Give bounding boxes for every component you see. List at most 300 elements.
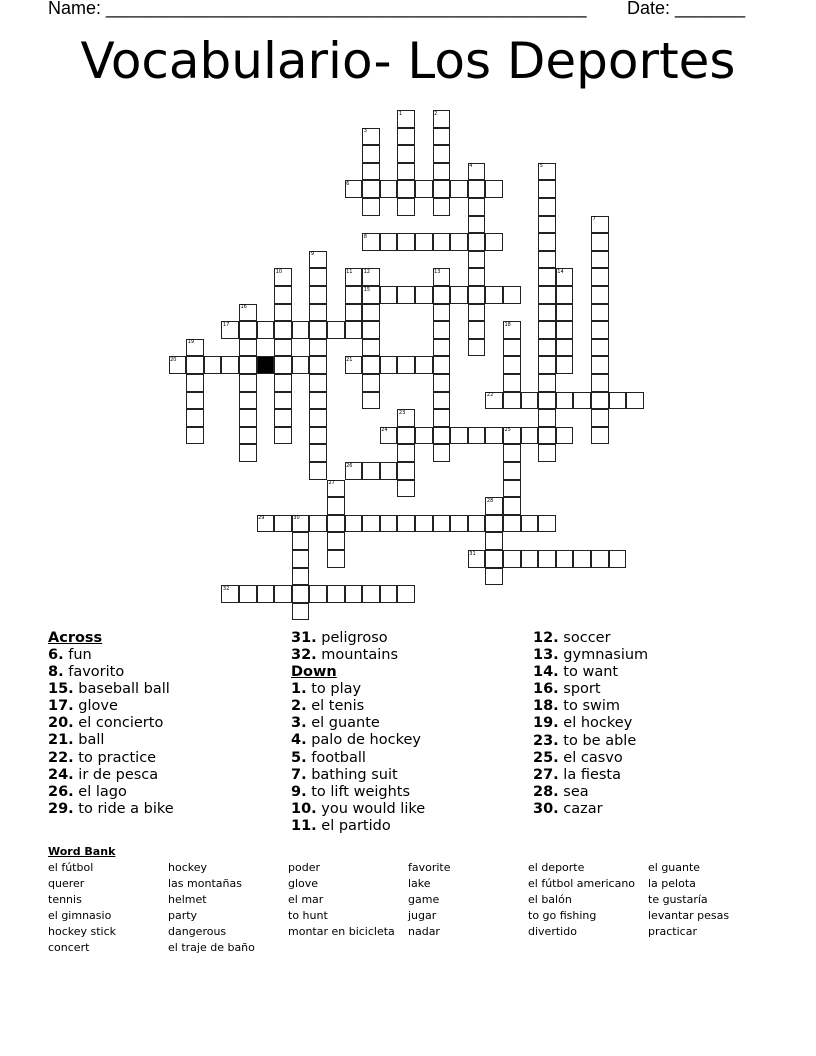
- crossword-cell[interactable]: [345, 304, 363, 322]
- clue-number-label: 8.: [48, 664, 64, 681]
- crossword-cell[interactable]: [485, 532, 503, 550]
- clue-text: to practice: [73, 749, 157, 766]
- crossword-cell[interactable]: [362, 145, 380, 163]
- crossword-cell[interactable]: [591, 550, 609, 568]
- clue-number: 6: [346, 180, 350, 187]
- crossword-cell[interactable]: [433, 392, 451, 410]
- clue-number: 18: [504, 321, 511, 328]
- clue-number-label: 32.: [291, 647, 317, 664]
- crossword-cell[interactable]: [468, 233, 486, 251]
- clue-number-label: 11.: [291, 817, 317, 834]
- clue-number: 30: [293, 515, 300, 522]
- clue-item: [533, 698, 648, 715]
- clue-item: [48, 698, 174, 715]
- clue-number-label: 17.: [48, 698, 74, 715]
- crossword-cell[interactable]: [573, 392, 591, 410]
- crossword-cell[interactable]: [591, 339, 609, 357]
- clue-number: 1: [398, 110, 403, 117]
- crossword-cell[interactable]: [380, 233, 398, 251]
- crossword-cell[interactable]: [591, 233, 609, 251]
- crossword-cell[interactable]: [485, 568, 503, 586]
- clue-item: [291, 818, 425, 835]
- crossword-cell[interactable]: [468, 339, 486, 357]
- crossword-cell[interactable]: [239, 409, 257, 427]
- crossword-cell[interactable]: [309, 304, 327, 322]
- crossword-cell[interactable]: [309, 427, 327, 445]
- crossword-cell[interactable]: [362, 163, 380, 181]
- crossword-cell[interactable]: [521, 550, 539, 568]
- crossword-cell[interactable]: [362, 321, 380, 339]
- crossword-cell[interactable]: [433, 163, 451, 181]
- crossword-cell[interactable]: [362, 585, 380, 603]
- clue-number: 5: [539, 163, 543, 170]
- crossword-cell[interactable]: [503, 444, 521, 462]
- crossword-cell[interactable]: [485, 286, 503, 304]
- crossword-cell[interactable]: [591, 356, 609, 374]
- clue-number-label: 3.: [291, 715, 307, 732]
- crossword-cell[interactable]: [609, 550, 627, 568]
- clue-text: glove: [73, 698, 118, 715]
- crossword-cell[interactable]: [239, 356, 257, 374]
- crossword-cell[interactable]: [591, 304, 609, 322]
- crossword-cell[interactable]: [538, 392, 556, 410]
- crossword-cell[interactable]: [397, 427, 415, 445]
- clue-number: 23: [398, 409, 406, 416]
- crossword-cell[interactable]: [309, 286, 327, 304]
- crossword-cell[interactable]: [345, 585, 363, 603]
- crossword-cell[interactable]: [468, 251, 486, 269]
- crossword-cell[interactable]: [292, 356, 310, 374]
- crossword-cell[interactable]: [186, 427, 204, 445]
- crossword-cell[interactable]: [292, 568, 310, 586]
- clue-text: el hockey: [558, 715, 633, 732]
- crossword-cell[interactable]: [309, 409, 327, 427]
- crossword-cell[interactable]: [433, 180, 451, 198]
- word-bank-item: party: [168, 909, 198, 922]
- crossword-cell[interactable]: [327, 497, 345, 515]
- crossword-cell[interactable]: [450, 233, 468, 251]
- clue-number-label: 16.: [533, 681, 559, 698]
- crossword-cell[interactable]: [468, 515, 486, 533]
- crossword-cell[interactable]: [485, 550, 503, 568]
- crossword-cell[interactable]: [503, 462, 521, 480]
- crossword-cell[interactable]: [292, 603, 310, 621]
- crossword-cell[interactable]: [450, 427, 468, 445]
- word-bank-item: el fútbol americano: [528, 877, 636, 890]
- clue-text: el tenis: [306, 698, 365, 715]
- crossword-cell[interactable]: [380, 515, 398, 533]
- crossword-cell[interactable]: [538, 444, 556, 462]
- crossword-cell[interactable]: [397, 286, 415, 304]
- crossword-cell[interactable]: [397, 198, 415, 216]
- crossword-cell[interactable]: [450, 180, 468, 198]
- clue-item: [48, 784, 174, 801]
- crossword-cell[interactable]: [415, 356, 433, 374]
- crossword-cell[interactable]: [556, 392, 574, 410]
- crossword-cell[interactable]: [309, 356, 327, 374]
- crossword-cell[interactable]: [591, 321, 609, 339]
- crossword-cell[interactable]: [415, 515, 433, 533]
- crossword-cell[interactable]: [362, 392, 380, 410]
- crossword-cell[interactable]: [433, 409, 451, 427]
- crossword-cell[interactable]: [538, 427, 556, 445]
- crossword-cell[interactable]: [292, 532, 310, 550]
- crossword-cell[interactable]: [591, 427, 609, 445]
- crossword-cell[interactable]: [468, 198, 486, 216]
- clue-text: cazar: [558, 800, 603, 817]
- clue-text: palo de hockey: [306, 732, 421, 749]
- crossword-cell[interactable]: [556, 304, 574, 322]
- crossword-cell[interactable]: [397, 444, 415, 462]
- word-bank-title: Word Bank: [48, 845, 116, 858]
- crossword-cell[interactable]: [221, 356, 239, 374]
- crossword-cell[interactable]: [538, 339, 556, 357]
- clue-text: football: [306, 749, 366, 766]
- crossword-cell[interactable]: [556, 286, 574, 304]
- word-bank-item: levantar pesas: [648, 909, 730, 922]
- clue-item: [533, 784, 648, 801]
- crossword-cell[interactable]: [433, 321, 451, 339]
- crossword-cell[interactable]: [573, 550, 591, 568]
- crossword-cell[interactable]: [380, 356, 398, 374]
- clue-text: to lift weights: [306, 783, 411, 800]
- crossword-cell[interactable]: [239, 392, 257, 410]
- crossword-cell[interactable]: [397, 356, 415, 374]
- clue-number-label: 15.: [48, 681, 74, 698]
- clues-column-3: [533, 630, 648, 818]
- clue-number: 10: [275, 268, 283, 275]
- clue-number-label: 4.: [291, 732, 307, 749]
- clue-number-label: 2.: [291, 698, 307, 715]
- crossword-cell[interactable]: [327, 585, 345, 603]
- word-bank-item: glove: [288, 877, 319, 890]
- clue-number: 21: [346, 356, 353, 363]
- crossword-cell[interactable]: [309, 268, 327, 286]
- crossword-cell[interactable]: [274, 321, 292, 339]
- crossword-cell[interactable]: [397, 233, 415, 251]
- clue-number: 13: [434, 268, 441, 275]
- clue-item: [48, 732, 174, 749]
- page-title: Vocabulario- Los Deportes: [80, 32, 736, 90]
- crossword-cell[interactable]: [292, 321, 310, 339]
- clue-number-label: 19.: [533, 715, 559, 732]
- clue-number: 19: [187, 339, 195, 346]
- crossword-cell[interactable]: [503, 550, 521, 568]
- crossword-cell[interactable]: [327, 515, 345, 533]
- crossword-cell[interactable]: [415, 427, 433, 445]
- crossword-cell[interactable]: [591, 392, 609, 410]
- crossword-cell[interactable]: [186, 392, 204, 410]
- crossword-cell[interactable]: [468, 321, 486, 339]
- crossword-cell[interactable]: [327, 532, 345, 550]
- word-bank-item: divertido: [528, 925, 577, 938]
- crossword-cell[interactable]: [186, 409, 204, 427]
- crossword-cell[interactable]: [503, 392, 521, 410]
- crossword-cell[interactable]: [538, 216, 556, 234]
- crossword-cell[interactable]: [538, 356, 556, 374]
- word-bank-item: favorite: [408, 861, 451, 874]
- crossword-cell[interactable]: [292, 585, 310, 603]
- crossword-cell[interactable]: [433, 515, 451, 533]
- crossword-cell[interactable]: [292, 550, 310, 568]
- crossword-cell[interactable]: [274, 585, 292, 603]
- clue-number: 24: [381, 427, 388, 434]
- clue-item: [533, 630, 648, 647]
- crossword-cell[interactable]: [485, 427, 503, 445]
- clue-item: [291, 715, 425, 732]
- crossword-cell[interactable]: [450, 286, 468, 304]
- crossword-cell[interactable]: [468, 304, 486, 322]
- crossword-cell[interactable]: [397, 163, 415, 181]
- crossword-cell[interactable]: [274, 304, 292, 322]
- crossword-cell[interactable]: [186, 356, 204, 374]
- crossword-cell[interactable]: [345, 515, 363, 533]
- clue-item: [533, 681, 648, 698]
- crossword-cell[interactable]: [362, 198, 380, 216]
- clue-number: 7: [592, 216, 596, 223]
- crossword-cell[interactable]: [327, 550, 345, 568]
- crossword-cell[interactable]: [503, 286, 521, 304]
- crossword-cell[interactable]: [380, 462, 398, 480]
- clue-number-label: 7.: [291, 766, 307, 783]
- clue-text: peligroso: [316, 630, 388, 646]
- crossword-cell[interactable]: [362, 374, 380, 392]
- clue-item: [533, 664, 648, 681]
- crossword-cell[interactable]: [380, 180, 398, 198]
- crossword-cell[interactable]: [274, 409, 292, 427]
- crossword-cell[interactable]: [450, 515, 468, 533]
- crossword-cell[interactable]: [397, 515, 415, 533]
- crossword-cell[interactable]: [591, 374, 609, 392]
- word-bank-item: to go fishing: [528, 909, 597, 922]
- crossword-cell[interactable]: [274, 515, 292, 533]
- clue-item: [48, 664, 174, 681]
- crossword-cell[interactable]: [556, 321, 574, 339]
- clue-number: 15: [363, 286, 371, 293]
- crossword-cell[interactable]: [433, 128, 451, 146]
- crossword-cell[interactable]: [309, 515, 327, 533]
- crossword-cell[interactable]: [521, 392, 539, 410]
- clue-item: [291, 784, 425, 801]
- word-bank-item: to hunt: [288, 909, 328, 922]
- crossword-cell[interactable]: [538, 233, 556, 251]
- clue-text: el guante: [306, 715, 380, 732]
- clue-number: 3: [363, 128, 367, 135]
- crossword-cell[interactable]: [521, 515, 539, 533]
- crossword-cell[interactable]: [397, 480, 415, 498]
- crossword-cell[interactable]: [362, 339, 380, 357]
- clue-number: 28: [486, 497, 494, 504]
- crossword-cell[interactable]: [433, 444, 451, 462]
- crossword-cell[interactable]: [556, 339, 574, 357]
- clue-item: [291, 630, 425, 647]
- crossword-cell[interactable]: [538, 198, 556, 216]
- crossword-cell[interactable]: [239, 339, 257, 357]
- crossword-cell[interactable]: [397, 180, 415, 198]
- crossword-cell[interactable]: [538, 374, 556, 392]
- crossword-cell[interactable]: [538, 515, 556, 533]
- crossword-cell[interactable]: [362, 515, 380, 533]
- crossword-cell[interactable]: [309, 444, 327, 462]
- crossword-cell[interactable]: [327, 321, 345, 339]
- crossword-cell[interactable]: [538, 304, 556, 322]
- crossword-cell[interactable]: [433, 145, 451, 163]
- crossword-cell[interactable]: [468, 286, 486, 304]
- crossword-cell[interactable]: [538, 409, 556, 427]
- crossword-cell[interactable]: [274, 392, 292, 410]
- word-bank-item: el gimnasio: [48, 909, 112, 922]
- crossword-cell[interactable]: [591, 409, 609, 427]
- crossword-cell[interactable]: [468, 180, 486, 198]
- crossword-cell[interactable]: [503, 497, 521, 515]
- word-bank-item: te gustaría: [648, 893, 708, 906]
- crossword-cell[interactable]: [362, 180, 380, 198]
- crossword-cell[interactable]: [485, 515, 503, 533]
- crossword-cell[interactable]: [503, 515, 521, 533]
- word-bank-item: el mar: [288, 893, 324, 906]
- clue-text: to swim: [558, 698, 621, 715]
- clue-number: 9: [310, 251, 315, 258]
- crossword-cell[interactable]: [433, 233, 451, 251]
- crossword-cell[interactable]: [591, 268, 609, 286]
- crossword-cell[interactable]: [609, 392, 627, 410]
- crossword-cell[interactable]: [433, 374, 451, 392]
- crossword-cell[interactable]: [309, 392, 327, 410]
- crossword-cell[interactable]: [415, 286, 433, 304]
- crossword-cell[interactable]: [538, 550, 556, 568]
- word-bank-item: tennis: [48, 893, 82, 906]
- crossword-cell[interactable]: [433, 427, 451, 445]
- clue-text: to want: [558, 664, 619, 681]
- crossword-cell[interactable]: [397, 585, 415, 603]
- crossword-cell[interactable]: [538, 180, 556, 198]
- crossword-cell[interactable]: [309, 321, 327, 339]
- crossword-cell[interactable]: [468, 216, 486, 234]
- crossword-cell[interactable]: [433, 286, 451, 304]
- clue-number: 16: [240, 304, 247, 311]
- clue-item: [48, 767, 174, 784]
- crossword-cell[interactable]: [309, 339, 327, 357]
- crossword-cell[interactable]: [397, 128, 415, 146]
- crossword-cell[interactable]: [309, 585, 327, 603]
- clue-text: la fiesta: [558, 766, 621, 783]
- crossword-cell[interactable]: [556, 550, 574, 568]
- clue-number-label: 20.: [48, 715, 74, 732]
- crossword-cell[interactable]: [239, 444, 257, 462]
- crossword-cell[interactable]: [345, 286, 363, 304]
- crossword-cell[interactable]: [239, 427, 257, 445]
- crossword-cell[interactable]: [345, 321, 363, 339]
- clue-number-label: 25.: [533, 749, 559, 766]
- crossword-cell[interactable]: [362, 462, 380, 480]
- crossword-cell[interactable]: [503, 356, 521, 374]
- crossword-cell[interactable]: [556, 427, 574, 445]
- crossword-cell[interactable]: [380, 286, 398, 304]
- crossword-cell[interactable]: [521, 427, 539, 445]
- crossword-cell[interactable]: [503, 339, 521, 357]
- clue-number-label: 9.: [291, 783, 307, 800]
- clue-item: [48, 681, 174, 698]
- crossword-cell[interactable]: [415, 180, 433, 198]
- crossword-cell[interactable]: [257, 321, 275, 339]
- crossword-cell[interactable]: [274, 286, 292, 304]
- clue-number: 8: [363, 233, 367, 240]
- crossword-cell[interactable]: [433, 304, 451, 322]
- word-bank-item: el guante: [648, 861, 701, 874]
- crossword-cell[interactable]: [397, 145, 415, 163]
- word-bank-item: querer: [48, 877, 85, 890]
- crossword-cell[interactable]: [433, 198, 451, 216]
- name-field-label: Name: ________________________________________________: [48, 0, 587, 18]
- clue-number: 22: [486, 392, 494, 399]
- crossword-cell[interactable]: [362, 304, 380, 322]
- crossword-cell[interactable]: [503, 374, 521, 392]
- word-bank-item: hockey stick: [48, 925, 117, 938]
- crossword-black-cell: [257, 356, 275, 374]
- clue-number: 32: [222, 585, 230, 592]
- crossword-cell[interactable]: [274, 427, 292, 445]
- clue-number-label: 5.: [291, 749, 307, 766]
- clue-item: [533, 767, 648, 784]
- crossword-cell[interactable]: [239, 585, 257, 603]
- crossword-cell[interactable]: [485, 233, 503, 251]
- crossword-cell[interactable]: [468, 268, 486, 286]
- word-bank-item: practicar: [648, 925, 697, 938]
- crossword-cell[interactable]: [468, 427, 486, 445]
- crossword-cell[interactable]: [239, 374, 257, 392]
- crossword-cell[interactable]: [538, 268, 556, 286]
- clue-number: 11: [346, 268, 353, 275]
- crossword-cell[interactable]: [591, 251, 609, 269]
- clue-number-label: 26.: [48, 783, 74, 800]
- clue-text: favorito: [63, 664, 125, 681]
- clue-number: 2: [434, 110, 438, 117]
- crossword-cell[interactable]: [538, 286, 556, 304]
- crossword-cell[interactable]: [626, 392, 644, 410]
- crossword-cell[interactable]: [380, 585, 398, 603]
- crossword-cell[interactable]: [556, 356, 574, 374]
- crossword-cell[interactable]: [362, 356, 380, 374]
- clues-column-2: [291, 630, 425, 835]
- clue-number: 26: [346, 462, 353, 469]
- crossword-cell[interactable]: [239, 321, 257, 339]
- crossword-cell[interactable]: [538, 321, 556, 339]
- crossword-cell[interactable]: [433, 339, 451, 357]
- word-bank-item: concert: [48, 941, 90, 954]
- crossword-cell[interactable]: [538, 251, 556, 269]
- crossword-cell[interactable]: [257, 585, 275, 603]
- crossword-cell[interactable]: [274, 339, 292, 357]
- clue-text: soccer: [558, 630, 611, 646]
- clue-number-label: 18.: [533, 698, 559, 715]
- crossword-cell[interactable]: [591, 286, 609, 304]
- crossword-cell[interactable]: [274, 374, 292, 392]
- crossword-cell[interactable]: [415, 233, 433, 251]
- clue-number-label: 23.: [533, 732, 559, 749]
- crossword-cell[interactable]: [204, 356, 222, 374]
- crossword-cell[interactable]: [485, 180, 503, 198]
- crossword-cell[interactable]: [503, 480, 521, 498]
- clue-item: [48, 801, 174, 818]
- crossword-cell[interactable]: [186, 374, 204, 392]
- clue-number: 31: [469, 550, 476, 557]
- crossword-cell[interactable]: [309, 462, 327, 480]
- clue-text: sea: [558, 783, 589, 800]
- crossword-cell[interactable]: [397, 462, 415, 480]
- crossword-cell[interactable]: [274, 356, 292, 374]
- crossword-cell[interactable]: [433, 356, 451, 374]
- crossword-cell[interactable]: [309, 374, 327, 392]
